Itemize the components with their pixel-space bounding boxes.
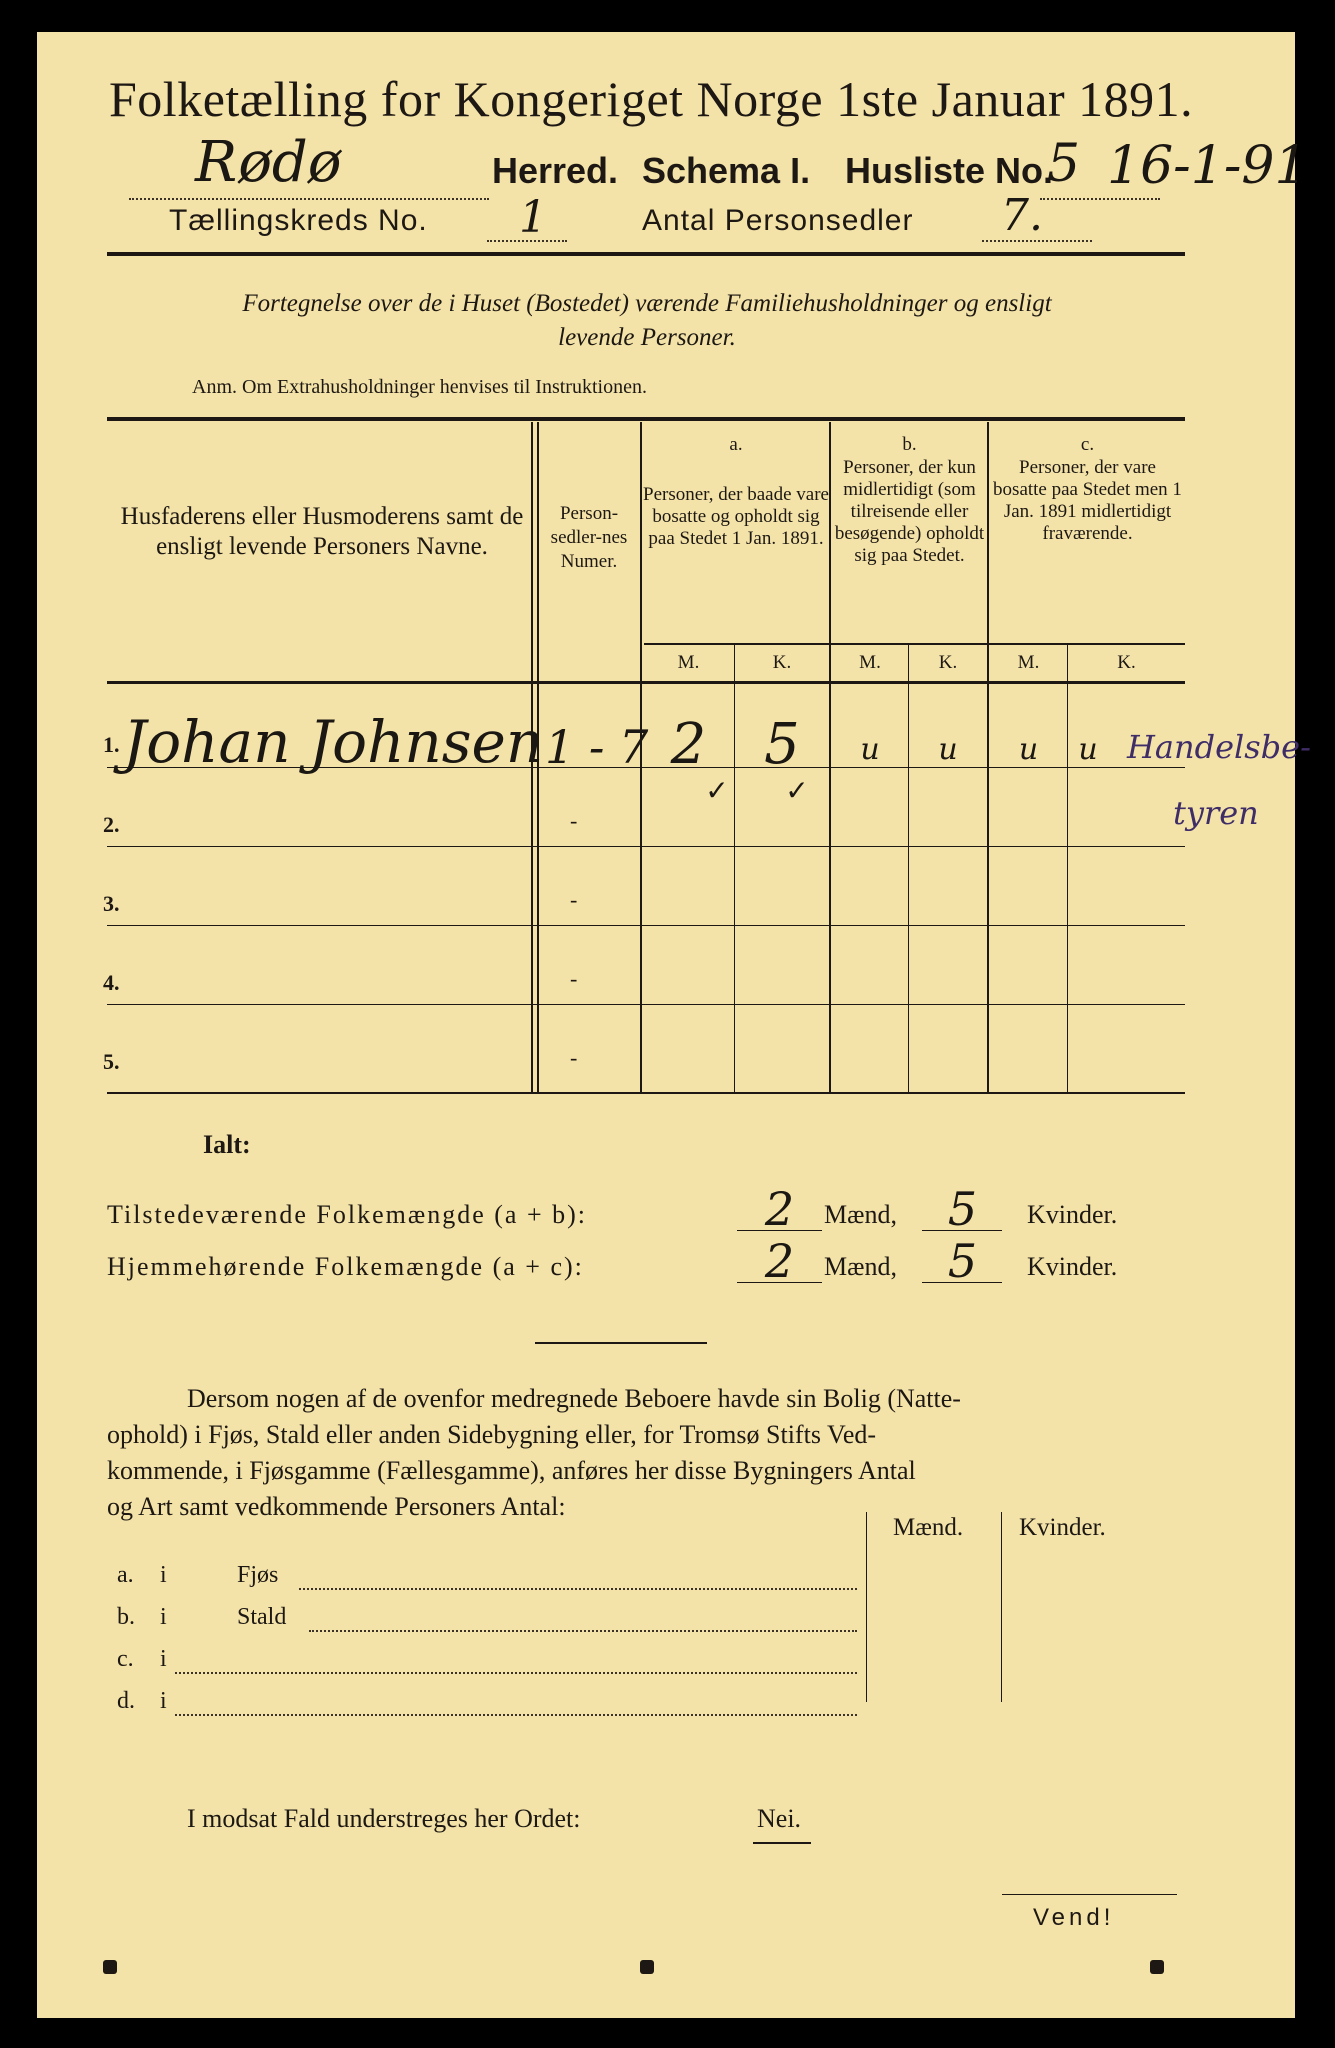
col-header-b-letter: b. — [902, 434, 917, 455]
table-top-rule — [107, 417, 1185, 421]
row-1-number: 1. — [103, 732, 120, 757]
c-m-header: M. — [1017, 652, 1040, 673]
stald-label: Stald — [237, 1604, 287, 1630]
outbuildings-col-maend: Mænd. — [893, 1514, 964, 1541]
vend-text: Vend! — [1033, 1904, 1115, 1931]
outbuildings-text-2: ophold) i Fjøs, Stald eller anden Sidebygning eller, for Tromsø Stifts Ved- — [107, 1420, 877, 1449]
row-2-rule — [107, 846, 1185, 847]
row-5-numer: - — [570, 1045, 578, 1070]
form-title: Folketælling for Kongeriget Norge 1ste Januar 1891. — [109, 71, 1194, 127]
hjemme-maend: Mænd, — [824, 1252, 897, 1281]
fjos-letter: a. — [117, 1562, 134, 1588]
row-1-numer: 1 - 7 — [545, 720, 649, 774]
col-header-c-letter: c. — [1080, 434, 1095, 455]
tilstede-k-value: 5 — [947, 1182, 978, 1236]
outbuildings-col-kvinder: Kvinder. — [1019, 1514, 1106, 1541]
row-c-prep: i — [160, 1646, 167, 1672]
row-4-rule — [107, 1004, 1185, 1005]
fjos-prep: i — [160, 1562, 167, 1588]
table-header-bottom-rule — [107, 681, 1185, 684]
census-form-page — [37, 32, 1311, 2018]
row-1-a-m: 2 — [670, 712, 707, 777]
margin-note-line-2: tyren — [1173, 794, 1259, 832]
c-k-header: K. — [1117, 652, 1136, 673]
margin-note-line-1: Handelsbe- — [1127, 728, 1311, 766]
a-k-header: K. — [772, 652, 792, 673]
row-c-dotted-line — [175, 1656, 857, 1674]
outbuildings-text-1: Dersom nogen af de ovenfor medregnede Beboere havde sin Bolig (Natte- — [187, 1384, 961, 1413]
header-rule — [107, 252, 1185, 256]
row-1-b-k: u — [938, 732, 958, 767]
outbuildings-text-3: kommende, i Fjøsgamme (Fællesgamme), anføres her disse Bygningers Antal — [107, 1456, 916, 1485]
mk-subheader-rule — [644, 643, 1185, 645]
row-3-rule — [107, 925, 1185, 926]
row-4-numer: - — [570, 966, 578, 991]
nei-line-text: I modsat Fald understreges her Ordet: — [187, 1804, 581, 1833]
stald-letter: b. — [117, 1604, 135, 1630]
fjos-dotted-line — [299, 1572, 857, 1590]
col-divider-b-mk — [908, 644, 909, 1092]
row-2-number: 2. — [103, 812, 120, 837]
antal-label: Antal Personsedler — [642, 204, 914, 237]
nei-underline — [753, 1842, 811, 1844]
date-note: 16-1-91 — [1107, 136, 1308, 196]
row-c-letter: c. — [117, 1646, 134, 1672]
row-1-a-k-check: ✓ — [785, 776, 809, 807]
b-k-header: K. — [938, 652, 958, 673]
row-2-numer: - — [570, 808, 578, 833]
tilstede-kvinder: Kvinder. — [1027, 1200, 1118, 1229]
intro-line-1: Fortegnelse over de i Huset (Bostedet) værende Familiehusholdninger og ensligt — [242, 290, 1052, 317]
antal-value: 7. — [1001, 190, 1043, 241]
row-1-c-k: u — [1078, 732, 1098, 767]
fjos-label: Fjøs — [237, 1562, 279, 1588]
row-1-name: Johan Johnsen — [123, 708, 544, 776]
b-m-header: M. — [859, 652, 881, 673]
row-1-b-m: u — [860, 732, 880, 767]
col-header-names: Husfaderens eller Husmoderens samt de ensligt levende Personers Navne. — [120, 503, 524, 560]
corner-mark-center — [640, 1960, 654, 1974]
row-1-a-k: 5 — [764, 712, 800, 777]
section-divider — [535, 1342, 707, 1344]
row-1-a-m-check: ✓ — [705, 776, 729, 807]
row-d-letter: d. — [117, 1688, 135, 1714]
outbuildings-col-divider-2 — [1001, 1512, 1002, 1702]
corner-mark-right — [1150, 1960, 1164, 1974]
ialt-label: Ialt: — [203, 1130, 251, 1159]
col-header-c: Personer, der vare bosatte paa Stedet men 1 Jan. 1891 midlertidigt fraværende. — [993, 457, 1182, 544]
row-1-c-m: u — [1018, 732, 1039, 767]
col-header-a-letter: a. — [729, 434, 743, 455]
row-5-number: 5. — [103, 1049, 120, 1074]
schema-label: Schema I. — [642, 150, 811, 191]
row-d-dotted-line — [175, 1698, 857, 1716]
kreds-label: Tællingskreds No. — [169, 204, 428, 237]
col-header-numer: Person-sedler-nes Numer. — [550, 503, 628, 572]
nei-word: Nei. — [757, 1804, 802, 1833]
table-bottom-rule — [107, 1092, 1185, 1094]
row-d-prep: i — [160, 1688, 167, 1714]
col-header-b: Personer, der kun midlertidigt (som tilreisende eller besøgende) opholdt sig paa Stedet. — [834, 457, 985, 566]
hjemme-label: Hjemmehørende Folkemængde (a + c): — [107, 1252, 584, 1281]
hjemme-m-value: 2 — [764, 1234, 795, 1288]
outbuildings-text-4: og Art samt vedkommende Personers Antal: — [107, 1492, 566, 1521]
a-m-header: M. — [677, 652, 700, 673]
col-divider-c-mk — [1067, 644, 1068, 1092]
col-divider-4 — [987, 422, 989, 1092]
husliste-value: 5 — [1047, 134, 1081, 194]
intro-line-2: levende Personer. — [558, 324, 736, 351]
hjemme-k-value: 5 — [947, 1234, 978, 1288]
row-4-number: 4. — [103, 970, 120, 995]
col-header-a: Personer, der baade vare bosatte og opholdt sig paa Stedet 1 Jan. 1891. — [643, 484, 829, 549]
col-divider-3 — [829, 422, 831, 1092]
anm-note: Anm. Om Extrahusholdninger henvises til Instruktionen. — [192, 376, 647, 398]
hjemme-kvinder: Kvinder. — [1027, 1252, 1118, 1281]
tilstede-m-value: 2 — [764, 1182, 795, 1236]
tilstede-maend: Mænd, — [824, 1200, 897, 1229]
tilstede-label: Tilstedeværende Folkemængde (a + b): — [107, 1200, 587, 1229]
kreds-value: 1 — [519, 192, 547, 243]
corner-mark-left — [103, 1960, 117, 1974]
stald-prep: i — [160, 1604, 167, 1630]
stald-dotted-line — [309, 1614, 857, 1632]
husliste-label: Husliste No. — [845, 150, 1054, 191]
vend-rule — [1002, 1894, 1177, 1895]
row-3-number: 3. — [103, 891, 120, 916]
row-3-numer: - — [570, 887, 578, 912]
herred-label: Herred. — [492, 150, 619, 191]
outbuildings-col-divider-1 — [866, 1512, 867, 1702]
herred-value: Rødø — [195, 130, 342, 195]
